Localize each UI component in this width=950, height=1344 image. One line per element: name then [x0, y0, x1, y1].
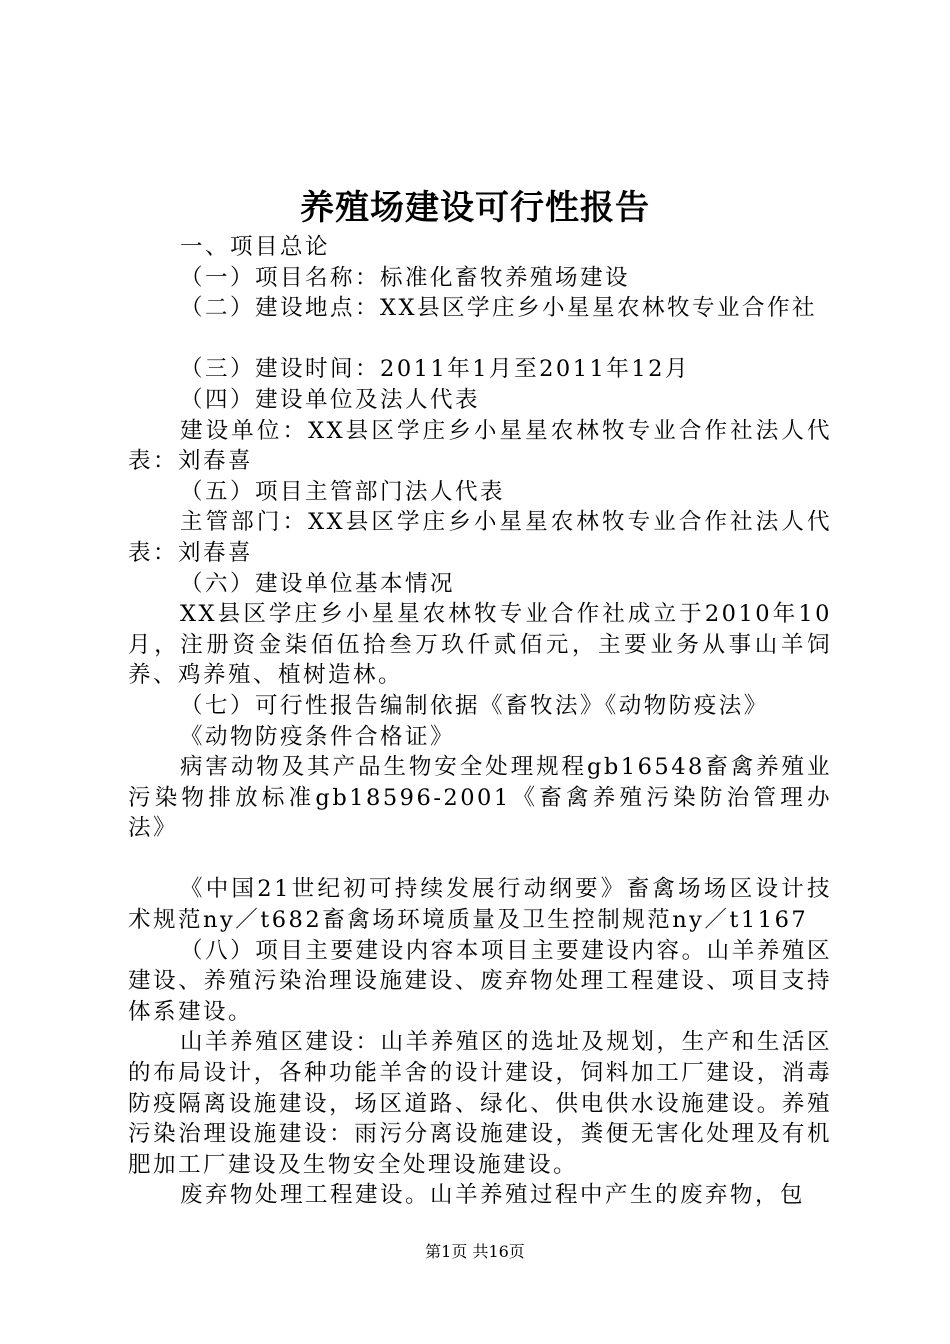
paragraph: 废弃物处理工程建设。山羊养殖过程中产生的废弃物，包 — [180, 1182, 806, 1209]
paragraph: 病害动物及其产品生物安全处理规程gb16548畜禽养殖业污染物排放标准gb18596-2001《畜禽养殖污染防治管理办法》 — [128, 754, 832, 842]
blank-line — [128, 844, 832, 875]
paragraph: （七）可行性报告编制依据《畜牧法》《动物防疫法》 — [180, 692, 769, 719]
paragraph: （二）建设地点：XX县区学庄乡小星星农林牧专业合作社 — [180, 295, 818, 322]
paragraph: （六）建设单位基本情况 — [180, 570, 456, 597]
paragraph: 《动物防疫条件合格证》 — [180, 723, 456, 750]
page-footer: 第1页 共16页 — [425, 1242, 525, 1261]
document-body — [128, 232, 832, 1211]
blank-line — [128, 324, 832, 355]
paragraph: （三）建设时间：2011年1月至2011年12月 — [180, 356, 690, 383]
paragraph: （一）项目名称：标准化畜牧养殖场建设 — [180, 264, 631, 291]
paragraph: XX县区学庄乡小星星农林牧专业合作社成立于2010年10月，注册资金柒佰伍拾叁万玖仟贰佰元，主要业务从事山羊饲养、鸡养殖、植树造林。 — [128, 601, 832, 689]
paragraph: 山羊养殖区建设：山羊养殖区的选址及规划，生产和生活区的布局设计，各种功能羊舍的设计建设，饲料加工厂建设，消毒防疫隔离设施建设，场区道路、绿化、供电供水设施建设。养殖污染治理设施建设：雨污分离设施建设，粪便无害化处理及有机肥加工厂建设及生物安全处理设施建设。 — [128, 1029, 832, 1178]
section-heading: 一、项目总论 — [180, 234, 331, 260]
paragraph: 《中国21世纪初可持续发展行动纲要》畜禽场场区设计技术规范ny／t682畜禽场环境质量及卫生控制规范ny／t1167 — [128, 876, 832, 934]
document-title: 养殖场建设可行性报告 — [300, 188, 650, 228]
paragraph: （五）项目主管部门法人代表 — [180, 478, 506, 505]
paragraph: 建设单位：XX县区学庄乡小星星农林牧专业合作社法人代表：刘春喜 — [128, 417, 832, 475]
paragraph: 主管部门：XX县区学庄乡小星星农林牧专业合作社法人代表：刘春喜 — [128, 509, 832, 566]
paragraph: （八）项目主要建设内容本项目主要建设内容。山羊养殖区建设、养殖污染治理设施建设、废弃物处理工程建设、项目支持体系建设。 — [128, 937, 832, 1025]
paragraph: （四）建设单位及法人代表 — [180, 386, 481, 413]
